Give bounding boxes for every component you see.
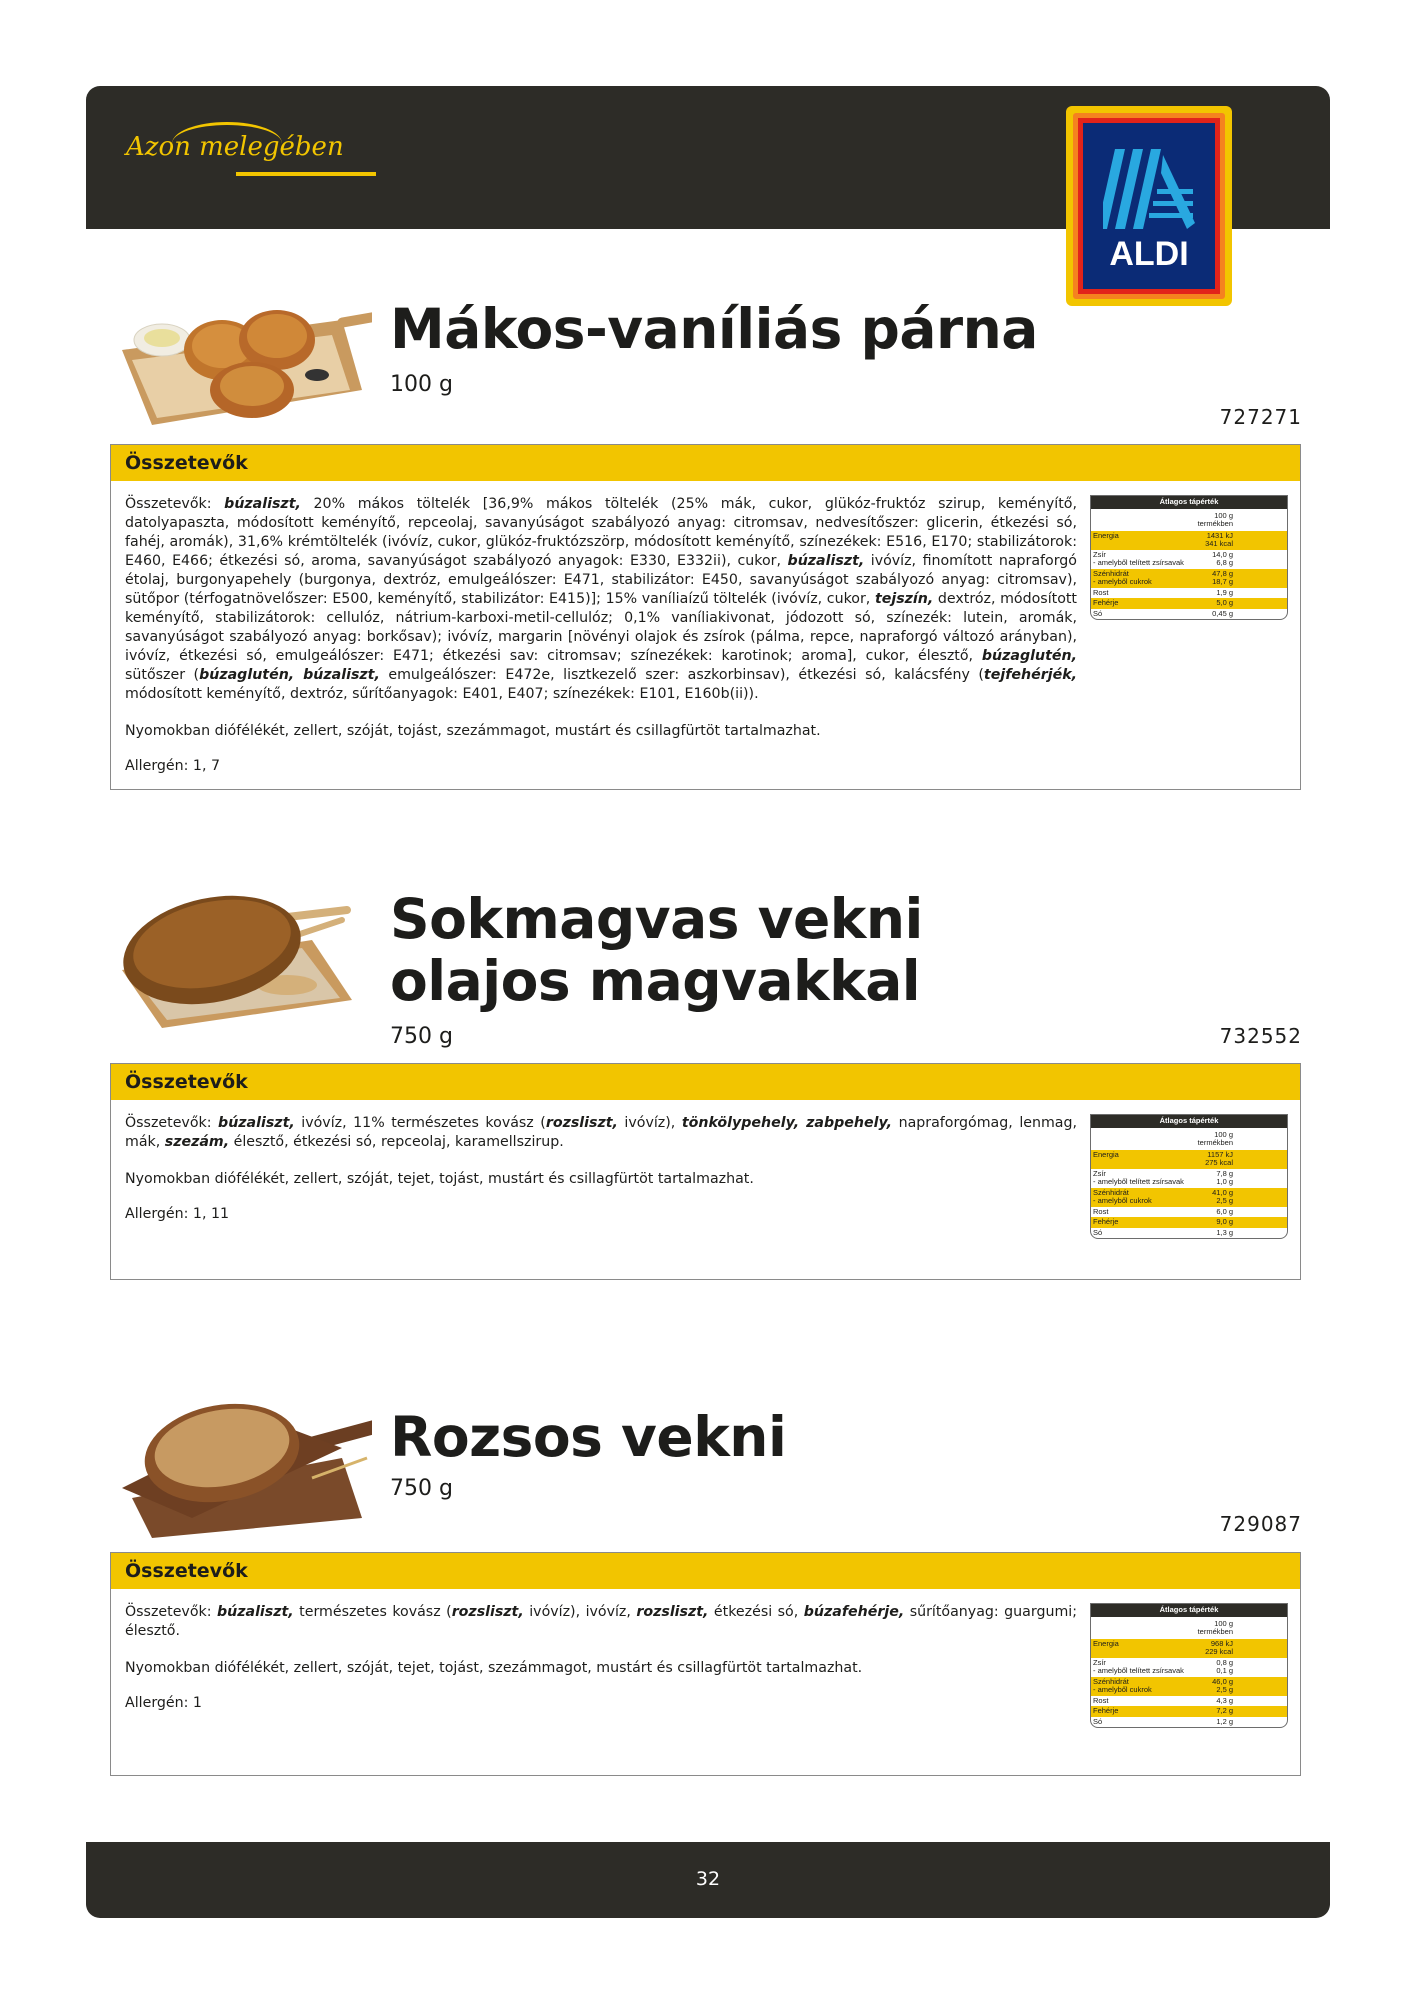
aldi-logo-text: ALDI	[1109, 235, 1189, 273]
allergen-word: búzaliszt,	[218, 1115, 295, 1131]
product-weight: 750 g	[390, 1024, 453, 1049]
nutrition-label: Rost	[1093, 587, 1109, 597]
traces-text: Nyomokban diófélékét, zellert, szóját, tejet, tojást, mustárt és csillagfürtöt tartalmazhat.	[125, 1171, 754, 1187]
product-code: 727271	[1219, 405, 1302, 429]
ingredients-text: Összetevők: búzaliszt, ivóvíz, 11% természetes kovász (rozsliszt, ivóvíz), tönkölypehely, zabpehely, napraforgómag, lenmag, mák, szezám, élesztő, étkezési só, repceolaj, karamellszirup.	[125, 1115, 1078, 1150]
product-code: 732552	[1219, 1024, 1302, 1048]
nutrition-label: Rost	[1093, 1206, 1109, 1216]
nutrition-value: 1,9 g	[1216, 587, 1233, 597]
ingredients-text: Összetevők: búzaliszt, 20% mákos töltelék [36,9% mákos töltelék (25% mák, cukor, glükóz-fruktóz szirup, keményítő, datolyapaszta, módosított keményítő, repceolaj, savanyúságot szabályozó anyag: citromsav, nedvesítőszer: glicerin, étkezési só, fahéj, aromák), 31,6% krémtöltelék (ivóvíz, cukor, glükóz-fruktózszörp, módosított keményítő, színezékek: E516, E170; stabilizátorok: E460, E466; étkezési só, aroma, savanyúságot szabályozó anyagok: E330, E332ii), cukor, búzaliszt, ivóvíz, finomított napraforgó étolaj, burgonyapehely (burgonya, dextróz, emulgeálószer: E471, stabilizátor: E450, savanyúságot szabályozó anyag: citromsav), sütőpor (térfogatnövelőszer: E500, keményítő, stabilizátor: E415)]; 15% vaníliaízű töltelék (ivóvíz, cukor, tejszín, dextróz, módosított keményítő, stabilizátorok: cellulóz, nátrium-karboxi-metil-cellulóz; 0,1% vaníliakivonat, jódozott só, színezék: lutein, aromák, savanyúságot szabályozó anyag: borkősav); ivóvíz, margarin [növényi olajok és zsírok (pálma, repce, napraforgó változó arányban), ivóvíz, étkezési só, emulgeálószer: E471; étkezési sav: citromsav; színezékek: karotinok; aroma], cukor, élesztő, búzaglutén, sütőszer (búzaglutén, búzaliszt, emulgeálószer: E472e, lisztkezelő szer: aszkorbinsav), étkezési só, kalácsfény (tejfehérjék, módosított keményítő, dextróz, sűrítőanyagok: E401, E407; színezékek: E101, E160b(ii)).	[125, 496, 1078, 702]
nutrition-value: 968 kJ 229 kcal	[1205, 1638, 1233, 1656]
nutrition-row	[1091, 531, 1287, 550]
nutrition-row	[1091, 1696, 1287, 1707]
nutrition-label: Szénhidrát - amelyből cukrok	[1093, 568, 1152, 586]
nutrition-value: 9,0 g	[1216, 1217, 1233, 1226]
nutrition-value: 47,8 g 18,7 g	[1212, 568, 1233, 586]
allergen-word: tönkölypehely, zabpehely,	[681, 1115, 893, 1131]
nutrition-row	[1091, 1188, 1287, 1207]
product-title: Sokmagvas vekni olajos magvakkal	[390, 887, 923, 1013]
product-title: Mákos-vaníliás párna	[390, 297, 1038, 361]
allergen-word: rozsliszt,	[636, 1604, 709, 1620]
nutrition-title: Átlagos tápérték	[1091, 496, 1287, 509]
nutrition-row	[1091, 598, 1287, 609]
nutrition-value: 1431 kJ 341 kcal	[1205, 530, 1233, 548]
nutrition-row	[1091, 1150, 1287, 1169]
nutrition-value: 6,0 g	[1216, 1206, 1233, 1216]
product-image-sokmagvas-vekni	[112, 880, 372, 1030]
ingredients-box	[110, 444, 1301, 790]
nutrition-row	[1091, 1677, 1287, 1696]
nutrition-label: Energia	[1093, 1638, 1119, 1648]
product-image-rozsos-vekni	[112, 1388, 372, 1538]
ingredients-box-title: Összetevők	[111, 445, 1300, 481]
aldi-logo	[1066, 106, 1232, 306]
ingredients-box	[110, 1552, 1301, 1776]
nutrition-label: Fehérje	[1093, 1706, 1119, 1715]
nutrition-row	[1091, 609, 1287, 620]
nutrition-value: 14,0 g 6,8 g	[1212, 549, 1233, 567]
nutrition-label: Só	[1093, 1227, 1103, 1237]
nutrition-label: Rost	[1093, 1695, 1109, 1705]
nutrition-table	[1090, 495, 1288, 620]
nutrition-row	[1091, 550, 1287, 569]
allergen-word: tejszín,	[874, 591, 934, 607]
nutrition-row	[1091, 569, 1287, 588]
nutrition-value: 1,3 g	[1216, 1227, 1233, 1237]
nutrition-label: Zsír - amelyből telített zsírsavak	[1093, 1168, 1184, 1186]
brand-logo: Azon melegében	[126, 132, 344, 162]
nutrition-value: 0,8 g 0,1 g	[1216, 1657, 1233, 1675]
ingredients-text: Összetevők: búzaliszt, természetes kovász (rozsliszt, ivóvíz), ivóvíz, rozsliszt, étkezési só, búzafehérje, sűrítőanyag: guargumi; élesztő.	[125, 1604, 1077, 1639]
nutrition-row	[1091, 1228, 1287, 1239]
nutrition-value: 7,2 g	[1216, 1706, 1233, 1715]
nutrition-row	[1091, 1717, 1287, 1728]
nutrition-value: 46,0 g 2,5 g	[1212, 1676, 1233, 1694]
nutrition-value: 1,2 g	[1216, 1716, 1233, 1726]
allergen-word: szezám,	[164, 1134, 230, 1150]
product-title: Rozsos vekni	[390, 1405, 787, 1469]
product-weight: 100 g	[390, 372, 453, 397]
nutrition-row	[1091, 1169, 1287, 1188]
ingredients-box	[110, 1063, 1301, 1280]
nutrition-label: Só	[1093, 608, 1103, 618]
page-number: 32	[695, 1868, 721, 1890]
nutrition-row	[1091, 588, 1287, 599]
nutrition-row	[1091, 1207, 1287, 1218]
nutrition-value: 7,8 g 1,0 g	[1216, 1168, 1233, 1186]
nutrition-row	[1091, 1639, 1287, 1658]
allergen-word: tejfehérjék,	[983, 667, 1078, 683]
traces-text: Nyomokban diófélékét, zellert, szóját, tojást, szezámmagot, mustárt és csillagfürtöt tartalmazhat.	[125, 723, 821, 739]
allergen-word: rozsliszt,	[451, 1604, 524, 1620]
allergen-word: búzaliszt,	[216, 1604, 294, 1620]
nutrition-title: Átlagos tápérték	[1091, 1115, 1287, 1128]
allergen-text: Allergén: 1, 7	[125, 758, 220, 774]
nutrition-row	[1091, 1706, 1287, 1717]
nutrition-table	[1090, 1603, 1288, 1728]
allergen-word: búzaglutén, búzaliszt,	[199, 667, 380, 683]
product-weight: 750 g	[390, 1476, 453, 1501]
nutrition-label: Fehérje	[1093, 598, 1119, 607]
nutrition-value: 0,45 g	[1212, 608, 1233, 618]
wheat-icon	[236, 172, 376, 176]
nutrition-row	[1091, 1217, 1287, 1228]
allergen-word: búzafehérje,	[803, 1604, 905, 1620]
nutrition-label: Zsír - amelyből telített zsírsavak	[1093, 1657, 1184, 1675]
allergen-word: búzaliszt,	[787, 553, 865, 569]
nutrition-label: Energia	[1093, 530, 1119, 540]
nutrition-column-header: 100 g termékben	[1197, 1129, 1233, 1147]
nutrition-title: Átlagos tápérték	[1091, 1604, 1287, 1617]
nutrition-label: Szénhidrát - amelyből cukrok	[1093, 1187, 1152, 1205]
allergen-word: búzaglutén,	[981, 648, 1077, 664]
nutrition-label: Szénhidrát - amelyből cukrok	[1093, 1676, 1152, 1694]
product-image-makos-parna	[112, 290, 372, 430]
allergen-word: rozsliszt,	[545, 1115, 618, 1131]
ingredients-box-title: Összetevők	[111, 1553, 1300, 1589]
nutrition-value: 5,0 g	[1216, 598, 1233, 607]
footer-bar	[86, 1842, 1330, 1918]
nutrition-label: Só	[1093, 1716, 1103, 1726]
traces-text: Nyomokban diófélékét, zellert, szóját, tejet, tojást, szezámmagot, mustárt és csillagfürtöt tartalmazhat.	[125, 1660, 863, 1676]
nutrition-value: 4,3 g	[1216, 1695, 1233, 1705]
nutrition-column-header: 100 g termékben	[1197, 510, 1233, 528]
product-code: 729087	[1219, 1512, 1302, 1536]
nutrition-value: 1157 kJ 275 kcal	[1205, 1149, 1233, 1167]
allergen-text: Allergén: 1, 11	[125, 1206, 230, 1222]
allergen-word: búzaliszt,	[224, 496, 301, 512]
nutrition-column-header: 100 g termékben	[1197, 1618, 1233, 1636]
nutrition-label: Fehérje	[1093, 1217, 1119, 1226]
ingredients-box-title: Összetevők	[111, 1064, 1300, 1100]
nutrition-label: Energia	[1093, 1149, 1119, 1159]
nutrition-label: Zsír - amelyből telített zsírsavak	[1093, 549, 1184, 567]
allergen-text: Allergén: 1	[125, 1695, 202, 1711]
nutrition-table	[1090, 1114, 1288, 1239]
nutrition-value: 41,0 g 2,5 g	[1212, 1187, 1233, 1205]
aldi-stripes-icon	[1103, 149, 1195, 229]
nutrition-row	[1091, 1658, 1287, 1677]
